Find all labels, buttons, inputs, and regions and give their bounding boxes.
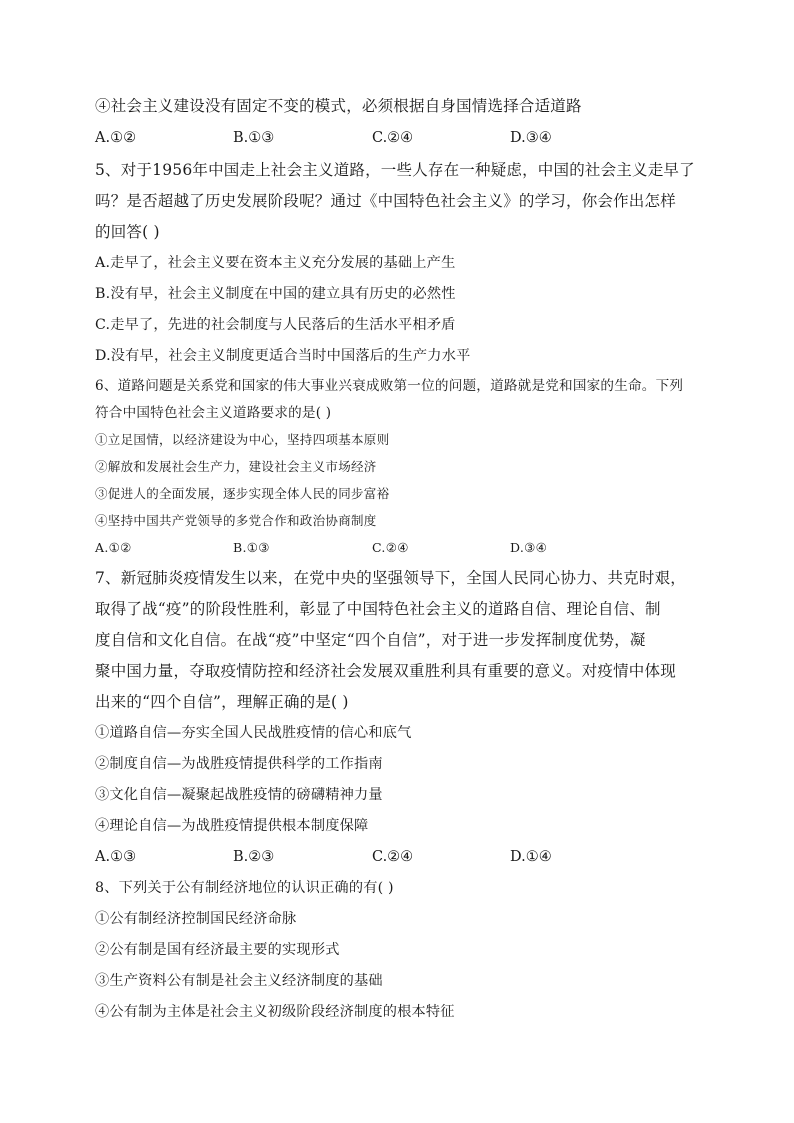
q7-option-d: D.①④ — [510, 849, 552, 865]
q7-option-b: B.②③ — [233, 849, 275, 865]
q7-item-4: ④理论自信—为战胜疫情提供根本制度保障 — [95, 818, 369, 834]
q5-stem-line-1: 5、对于1956年中国走上社会主义道路，一些人存在一种疑虑，中国的社会主义走早了 — [95, 161, 695, 179]
q6-item-2: ②解放和发展社会生产力，建设社会主义市场经济 — [95, 459, 377, 474]
q6-option-b: B.①③ — [233, 540, 270, 555]
q5-choice-b: B.没有早，社会主义制度在中国的建立具有历史的必然性 — [95, 286, 456, 302]
q6-stem-line-1: 6、道路问题是关系党和国家的伟大事业兴衰成败第一位的问题，道路就是党和国家的生命。下列 — [95, 378, 684, 394]
q7-stem-line-5: 出来的“四个自信”，理解正确的是( ) — [95, 693, 349, 711]
q6-item-4: ④坚持中国共产党领导的多党合作和政治协商制度 — [95, 513, 377, 528]
q8-item-3: ③生产资料公有制是社会主义经济制度的基础 — [95, 973, 383, 989]
q7-option-a: A.①③ — [95, 849, 137, 865]
q5-choice-c: C.走早了，先进的社会制度与人民落后的生活水平相矛盾 — [95, 317, 456, 333]
q4-option-b: B.①③ — [233, 130, 275, 146]
q6-options — [95, 538, 705, 558]
q7-stem-line-1: 7、新冠肺炎疫情发生以来，在党中央的坚强领导下，全国人民同心协力、共克时艰， — [95, 569, 686, 587]
q7-stem-line-2: 取得了战“疫”的阶段性胜利，彰显了中国特色社会主义的道路自信、理论自信、制 — [95, 600, 661, 618]
q7-item-2: ②制度自信—为战胜疫情提供科学的工作指南 — [95, 756, 383, 772]
q6-stem-line-2: 符合中国特色社会主义道路要求的是( ) — [95, 405, 332, 421]
q7-item-1: ①道路自信—夯实全国人民战胜疫情的信心和底气 — [95, 725, 412, 741]
q6-option-d: D.③④ — [510, 540, 548, 555]
q4-item-4: ④社会主义建设没有固定不变的模式，必须根据自身国情选择合适道路 — [95, 97, 582, 115]
q4-option-c: C.②④ — [372, 130, 414, 146]
q7-stem-line-3: 度自信和文化自信。在战“疫”中坚定“四个自信”，对于进一步发挥制度优势，凝 — [95, 631, 646, 649]
q8-item-4: ④公有制为主体是社会主义初级阶段经济制度的根本特征 — [95, 1004, 455, 1020]
q5-choice-a: A.走早了，社会主义要在资本主义充分发展的基础上产生 — [95, 255, 456, 271]
q6-option-a: A.①② — [95, 540, 132, 555]
q5-stem-line-2: 吗？是否超越了历史发展阶段呢？通过《中国特色社会主义》的学习，你会作出怎样 — [95, 192, 676, 210]
q5-stem-line-3: 的回答( ) — [95, 223, 160, 241]
q6-item-3: ③促进人的全面发展，逐步实现全体人民的同步富裕 — [95, 486, 390, 501]
q7-options — [95, 847, 705, 867]
q4-option-a: A.①② — [95, 130, 137, 146]
q4-option-d: D.③④ — [510, 130, 552, 146]
q6-item-1: ①立足国情，以经济建设为中心，坚持四项基本原则 — [95, 432, 390, 447]
q7-stem-line-4: 聚中国力量，夺取疫情防控和经济社会发展双重胜利具有重要的意义。对疫情中体现 — [95, 662, 676, 680]
q8-stem-line-1: 8、下列关于公有制经济地位的认识正确的有( ) — [95, 880, 394, 896]
q6-option-c: C.②④ — [372, 540, 409, 555]
q8-item-1: ①公有制经济控制国民经济命脉 — [95, 911, 297, 927]
q5-choice-d: D.没有早，社会主义制度更适合当时中国落后的生产力水平 — [95, 348, 471, 364]
q8-item-2: ②公有制是国有经济最主要的实现形式 — [95, 942, 340, 958]
q7-item-3: ③文化自信—凝聚起战胜疫情的磅礴精神力量 — [95, 787, 383, 803]
q7-option-c: C.②④ — [372, 849, 414, 865]
q4-options — [95, 128, 705, 148]
